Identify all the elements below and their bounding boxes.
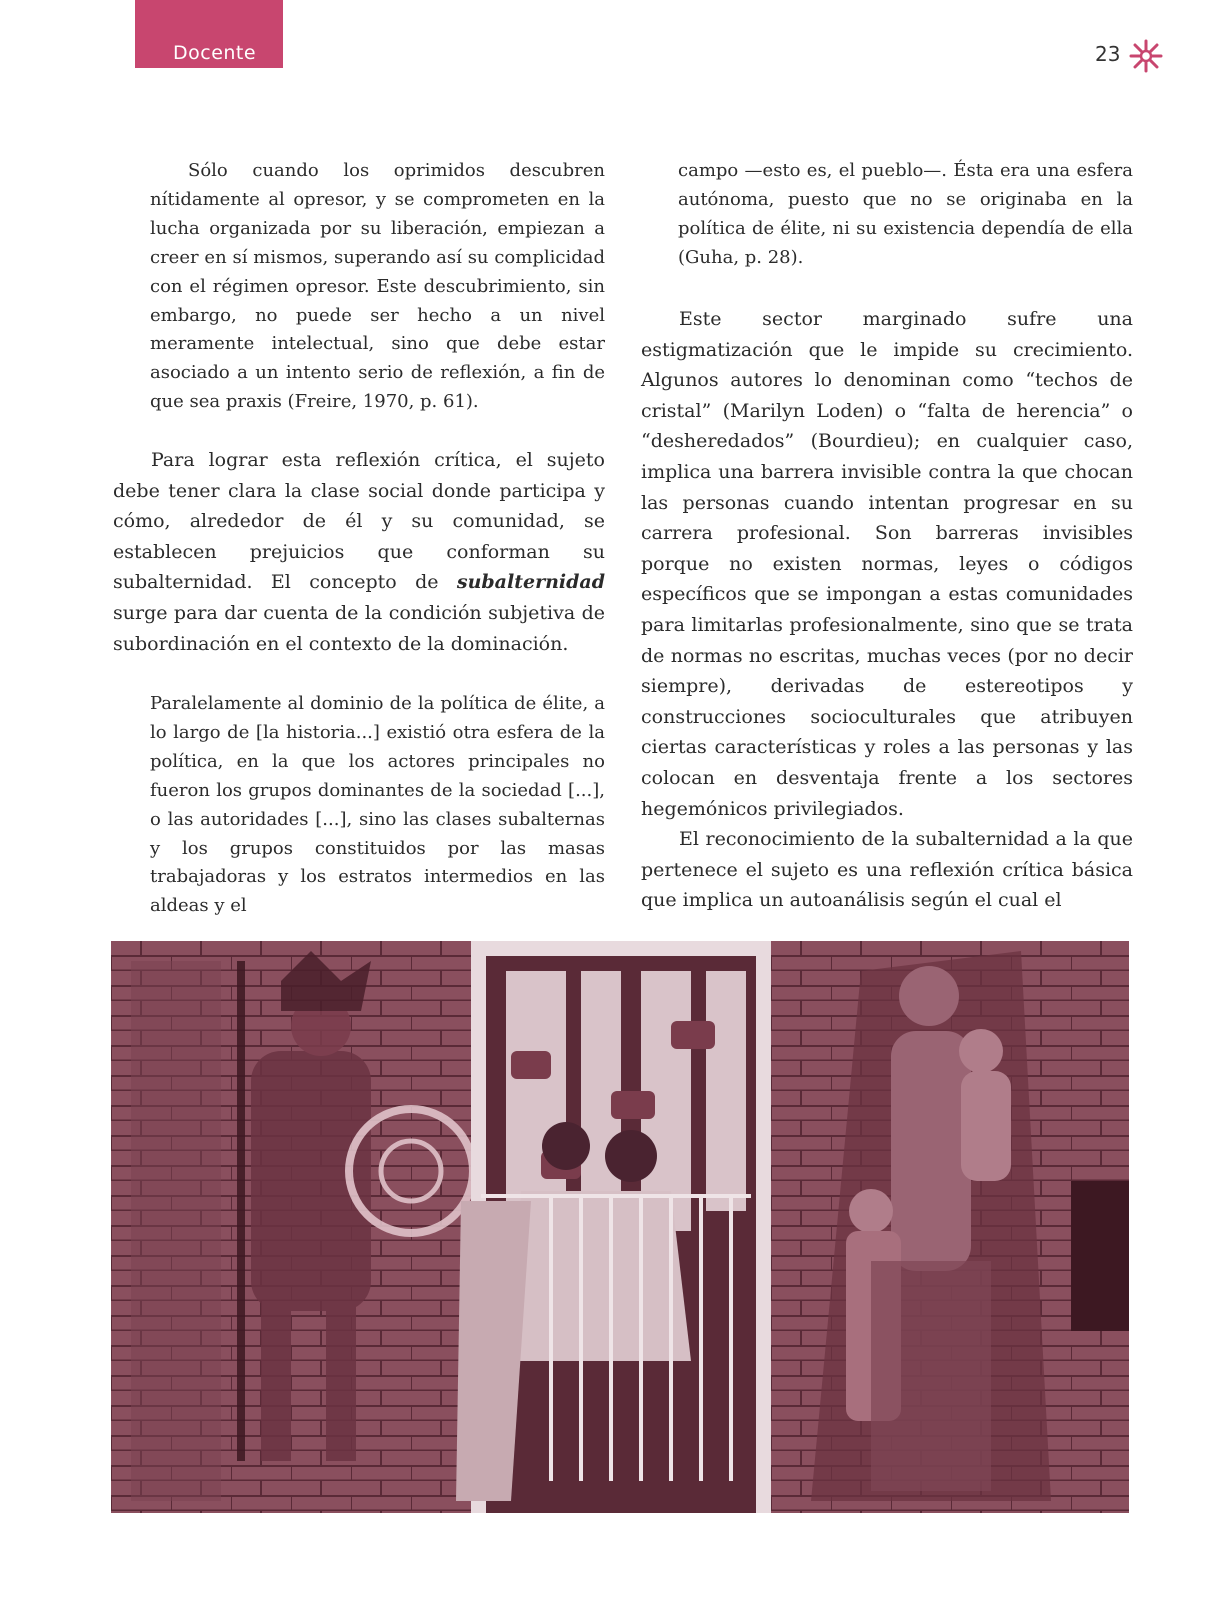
glass-ceiling-text: Este sector marginado sufre una estigmatización que le impide su crecimiento. Algunos autores lo denominan como “techos de cristal” (Marilyn Loden) o “falta de herencia” o “desheredados” (Bourdieu); en cualquier caso, implica una barrera invisible contra la que chocan las personas cuando intentan progresar en su carrera profesional. Son barreras invisibles porque no existen normas, leyes o códigos específicos que se impongan a estas comunidades para limitarlas profesionalmente, sino que se trata de normas no escritas, muchas veces (por no decir siempre), derivadas de estereotipos y construcciones socioculturales que atribuyen ciertas características y roles a las personas y las colocan en desventaja frente a los sectores hegemónicos privilegiados.	[641, 308, 1133, 820]
section-tab	[135, 0, 283, 68]
page-number: 23	[1095, 42, 1121, 66]
freire-quote-text: Sólo cuando los oprimidos descubren nítidamente al opresor, y se comprometen en la lucha organizada por su liberación, empiezan a creer en sí mismos, superando así su complicidad con el régimen opresor. Este descubrimiento, sin embargo, no puede ser hecho a un nivel meramente intelectual, sino que debe estar asociado a un intento serio de reflexión, a fin de que sea praxis (Freire, 1970, p. 61).	[150, 160, 605, 413]
para-text-after: surge para dar cuenta de la condición subjetiva de subordinación en el contexto de la dominación.	[113, 601, 605, 655]
asterisk-flower-icon	[1128, 38, 1164, 74]
subalternity-paragraph	[113, 445, 605, 659]
glass-ceiling-paragraph	[641, 304, 1133, 916]
para-text-before: Para lograr esta reflexión crítica, el sujeto debe tener clara la clase social donde participa y cómo, alrededor de él y su comunidad, se establecen prejuicios que conforman su subalternidad. El concepto de	[113, 449, 605, 594]
mural-photo-illustration	[111, 941, 1129, 1513]
guha-quote-continued-text: campo —esto es, el pueblo—. Ésta era una esfera autónoma, puesto que no se originaba en la política de élite, ni su existencia dependía de ella (Guha, p. 28).	[678, 160, 1133, 268]
freire-quote	[150, 157, 605, 417]
subalternity-paragraph-text	[113, 445, 605, 659]
guha-quote	[150, 690, 605, 921]
section-label: Docente	[173, 42, 257, 64]
guha-quote-continued	[678, 157, 1133, 273]
mural-photo	[111, 941, 1129, 1513]
subalternidad-term: subalternidad	[456, 571, 605, 594]
guha-quote-text: Paralelamente al dominio de la política de élite, a lo largo de [la historia...] existió otra esfera de la política, en la que los actores principales no fueron los grupos dominantes de la sociedad [...], o las autoridades [...], sino las clases subalternas y los grupos constituidos por las masas trabajadoras y los estratos intermedios en las aldeas y el	[150, 693, 605, 917]
recognition-text: El reconocimiento de la subalternidad a la que pertenece el sujeto es una reflexión crítica básica que implica un autoanálisis según el cual el	[641, 828, 1133, 912]
